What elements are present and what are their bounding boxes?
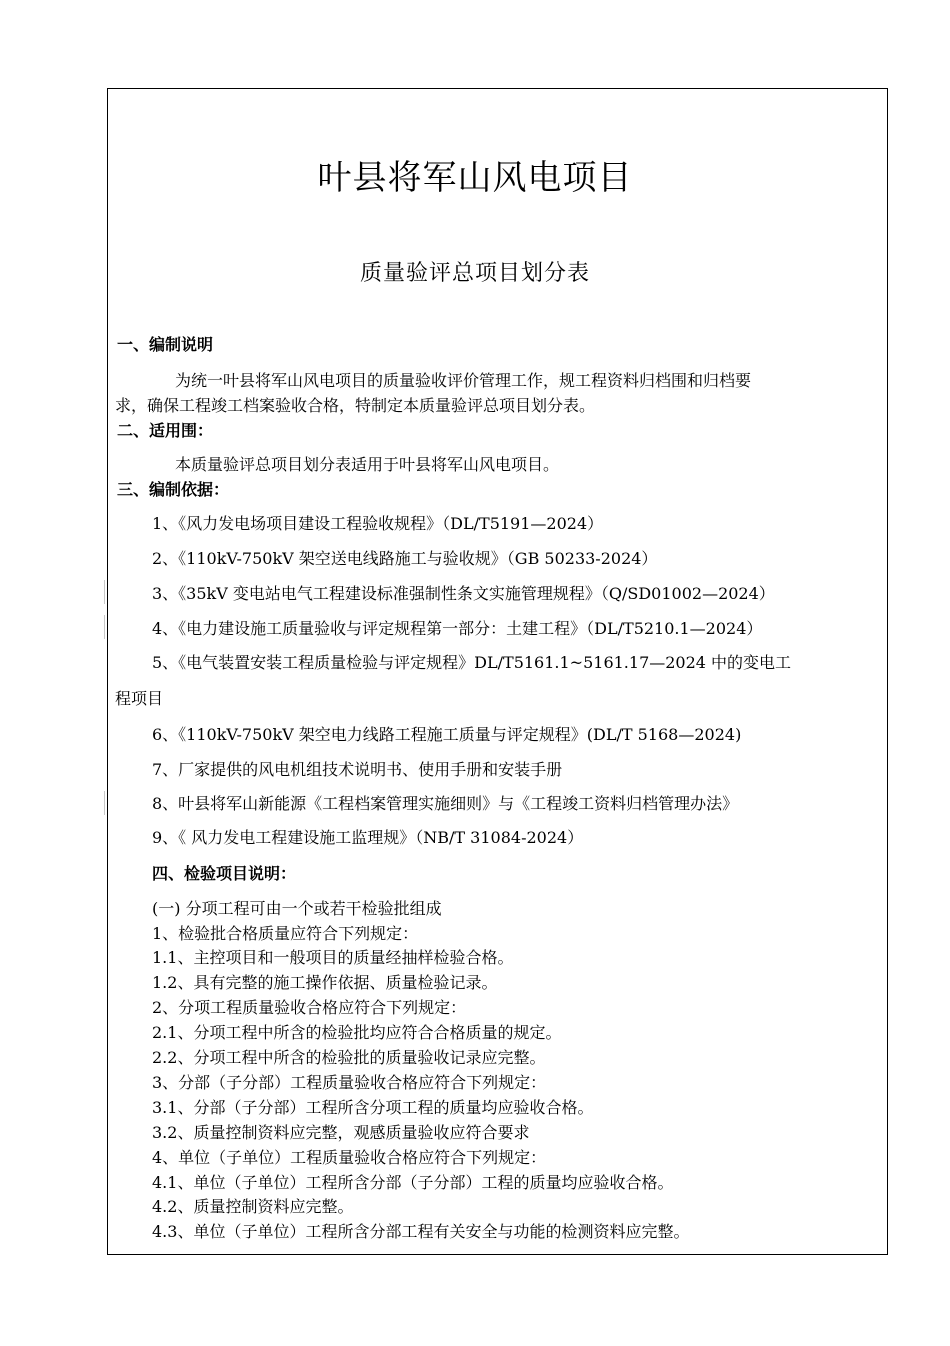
- inspection-line: (一) 分项工程可由一个或若干检验批组成: [152, 899, 442, 918]
- paragraph-line: 为统一叶县将军山风电项目的质量验收评价管理工作，规工程资料归档围和归档要: [175, 371, 752, 390]
- inspection-line: 4.2、质量控制资料应完整。: [152, 1197, 354, 1216]
- basis-item: 4、《电力建设施工质量验收与评定规程第一部分：土建工程》（DL/T5210.1—2024）: [152, 619, 763, 638]
- basis-item: 7、厂家提供的风电机组技术说明书、使用手册和安装手册: [152, 760, 563, 779]
- basis-item: 8、叶县将军山新能源《工程档案管理实施细则》与《工程竣工资料归档管理办法》: [152, 794, 739, 813]
- inspection-line: 1、检验批合格质量应符合下列规定：: [152, 924, 419, 943]
- margin-mark: [104, 615, 105, 639]
- inspection-line: 2、分项工程质量验收合格应符合下列规定：: [152, 998, 467, 1017]
- document-title: 叶县将军山风电项目: [317, 158, 633, 198]
- basis-item: 3、《35kV 变电站电气工程建设标准强制性条文实施管理规程》（Q/SD01002—2024）: [152, 584, 775, 603]
- inspection-line: 2.2、分项工程中所含的检验批的质量验收记录应完整。: [152, 1048, 546, 1067]
- inspection-line: 3、分部（子分部）工程质量验收合格应符合下列规定：: [152, 1073, 547, 1092]
- inspection-line: 4.3、单位（子单位）工程所含分部工程有关安全与功能的检测资料应完整。: [152, 1222, 690, 1241]
- section-heading-inspection: 四、检验项目说明：: [152, 864, 297, 883]
- basis-item: 5、《电气装置安装工程质量检验与评定规程》DL/T5161.1~5161.17—2024 中的变电工: [152, 653, 792, 672]
- paragraph-line: 本质量验评总项目划分表适用于叶县将军山风电项目。: [175, 455, 560, 474]
- section-heading-basis: 三、编制依据：: [117, 480, 230, 499]
- section-heading-scope: 二、适用围：: [117, 421, 214, 440]
- paragraph-line: 求，确保工程竣工档案验收合格，特制定本质量验评总项目划分表。: [115, 396, 596, 415]
- section-heading-compile-notes: 一、编制说明: [117, 335, 214, 354]
- inspection-line: 4、单位（子单位）工程质量验收合格应符合下列规定：: [152, 1148, 547, 1167]
- margin-mark: [104, 791, 105, 815]
- margin-mark: [104, 580, 105, 604]
- inspection-line: 4.1、单位（子单位）工程所含分部（子分部）工程的质量均应验收合格。: [152, 1173, 674, 1192]
- inspection-line: 1.1、主控项目和一般项目的质量经抽样检验合格。: [152, 948, 514, 967]
- basis-item: 2、《110kV-750kV 架空送电线路施工与验收规》（GB 50233-2024）: [152, 549, 658, 568]
- inspection-line: 3.2、质量控制资料应完整，观感质量验收应符合要求: [152, 1123, 530, 1142]
- document-subtitle: 质量验评总项目划分表: [359, 261, 590, 286]
- basis-item: 9、《 风力发电工程建设施工监理规》（NB/T 31084-2024）: [152, 828, 584, 847]
- inspection-line: 3.1、分部（子分部）工程所含分项工程的质量均应验收合格。: [152, 1098, 594, 1117]
- inspection-line: 1.2、具有完整的施工操作依据、质量检验记录。: [152, 973, 498, 992]
- inspection-line: 2.1、分项工程中所含的检验批均应符合合格质量的规定。: [152, 1023, 562, 1042]
- basis-item-continued: 程项目: [115, 689, 164, 708]
- basis-item: 6、《110kV-750kV 架空电力线路工程施工质量与评定规程》(DL/T 5168—2024): [152, 725, 742, 744]
- basis-item: 1、《风力发电场项目建设工程验收规程》（DL/T5191—2024）: [152, 514, 604, 533]
